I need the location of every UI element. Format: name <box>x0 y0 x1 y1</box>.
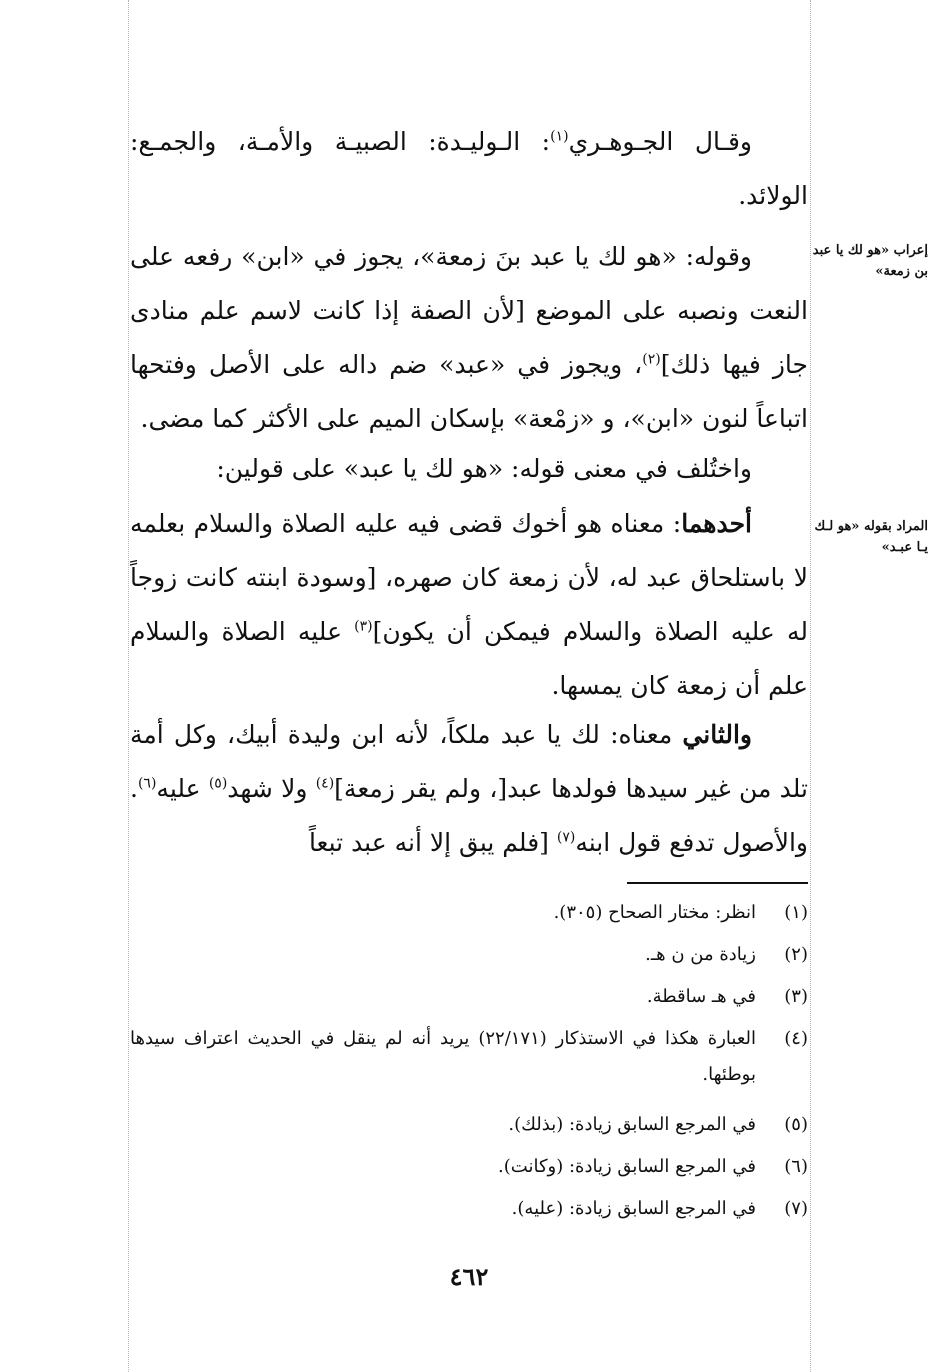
paragraph-text: . والأصول تدفع قول ابنه <box>130 774 808 857</box>
footnote-item <box>130 895 808 931</box>
footnote-number: (١) <box>784 902 808 923</box>
footnote-number: (٢) <box>784 944 808 965</box>
footnote-text: زيادة من ن هـ. <box>645 944 756 965</box>
footnote-text: في المرجع السابق زيادة: (عليه). <box>511 1198 756 1219</box>
footnote-item <box>130 1021 808 1093</box>
footnote-text: في هـ ساقطة. <box>646 986 756 1007</box>
footnote-text: في المرجع السابق زيادة: (بذلك). <box>508 1114 756 1135</box>
footnote-number: (٣) <box>784 986 808 1007</box>
paragraph-text: : معناه هو أخوك قضى فيه عليه الصلاة والسلام بعلمه لا باستلحاق عبد له، لأن زمعة كان صهره، [وسودة ابنته كانت زوجاً له عليه الصلاة والسلام فيمكن أن يكون] <box>130 509 808 646</box>
paragraph-text: [فلم يبق إلا أنه عبد تبعاً <box>308 828 557 857</box>
footnote-item <box>130 937 808 973</box>
footnote-number: (٤) <box>784 1028 808 1049</box>
footnote-item <box>130 1149 808 1185</box>
margin-note-murad: المراد بقوله «هو لـك يـا عبـد» <box>814 519 928 555</box>
paragraph-ahaduhuma <box>130 497 808 713</box>
footnote-ref: (٣) <box>354 618 373 635</box>
paragraph-text: عليه <box>156 774 209 803</box>
paragraph-text: وقوله: «هو لك يا عبد بنَ زمعة»، يجوز في «ابن» رفعه على النعت ونصبه على الموضع [لأن الصفة إذا كانت لاسم علم منادى جاز فيها ذلك] <box>130 242 808 379</box>
paragraph-text: وقـال الجـوهـري <box>568 127 752 156</box>
paragraph-text: : الـوليـدة: الصبيـة والأمـة، والجمـع: الولائد. <box>130 127 808 210</box>
footnote-ref: (٢) <box>642 351 661 368</box>
footnote-ref: (٤) <box>315 775 335 792</box>
footnote-item <box>130 1191 808 1227</box>
scan-guide-line-right <box>810 0 811 1372</box>
page-number: ٤٦٢ <box>449 1262 489 1291</box>
paragraph-jawhari <box>130 115 808 223</box>
footnote-number: (٧) <box>784 1198 808 1219</box>
footnote-text: في المرجع السابق زيادة: (وكانت). <box>498 1156 756 1177</box>
footnote-item <box>130 1107 808 1143</box>
footnote-text: العبارة هكذا في الاستذكار (٢٢/١٧١) يريد أنه لم ينقل في الحديث اعتراف سيدها بوطئها. <box>130 1028 756 1085</box>
paragraph-thani <box>130 708 808 870</box>
paragraph-text: عليه الصلاة والسلام علم أن زمعة كان يمسها. <box>130 617 808 700</box>
paragraph-lead: والثاني <box>682 720 752 749</box>
footnote-item <box>130 979 808 1015</box>
paragraph-text: معناه: لك يا عبد ملكاً، لأنه ابن وليدة أبيك، وكل أمة تلد من غير سيدها فولدها عبد[، ولم يقر زمعة] <box>130 720 808 803</box>
footnote-ref: (١) <box>550 128 569 145</box>
margin-note-irab: إعراب «هو لك يا عبد بن زمعة» <box>812 243 928 279</box>
footnote-ref: (٦) <box>137 775 157 792</box>
footnote-text: انظر: مختار الصحاح (٣٠٥). <box>553 902 756 923</box>
paragraph-text: ولا شهد <box>227 774 316 803</box>
paragraph-ikhtulif: واختُلف في معنى قوله: «هو لك يا عبد» على قولين: <box>216 454 752 483</box>
footnote-number: (٦) <box>784 1156 808 1177</box>
footnote-number: (٥) <box>784 1114 808 1135</box>
scan-guide-line-left <box>128 0 129 1372</box>
footnote-ref: (٥) <box>208 775 228 792</box>
footnote-ref: (٧) <box>556 829 576 846</box>
paragraph-text: ، ويجوز في «عبد» ضم داله على الأصل وفتحها اتباعاً لنون «ابن»، و «زمْعة» بإسكان الميم على الأكثر كما مضى. <box>130 350 808 433</box>
paragraph-lead: أحدهما <box>681 509 752 538</box>
footnote-separator <box>627 882 808 884</box>
paragraph-qawluhu <box>130 230 808 446</box>
